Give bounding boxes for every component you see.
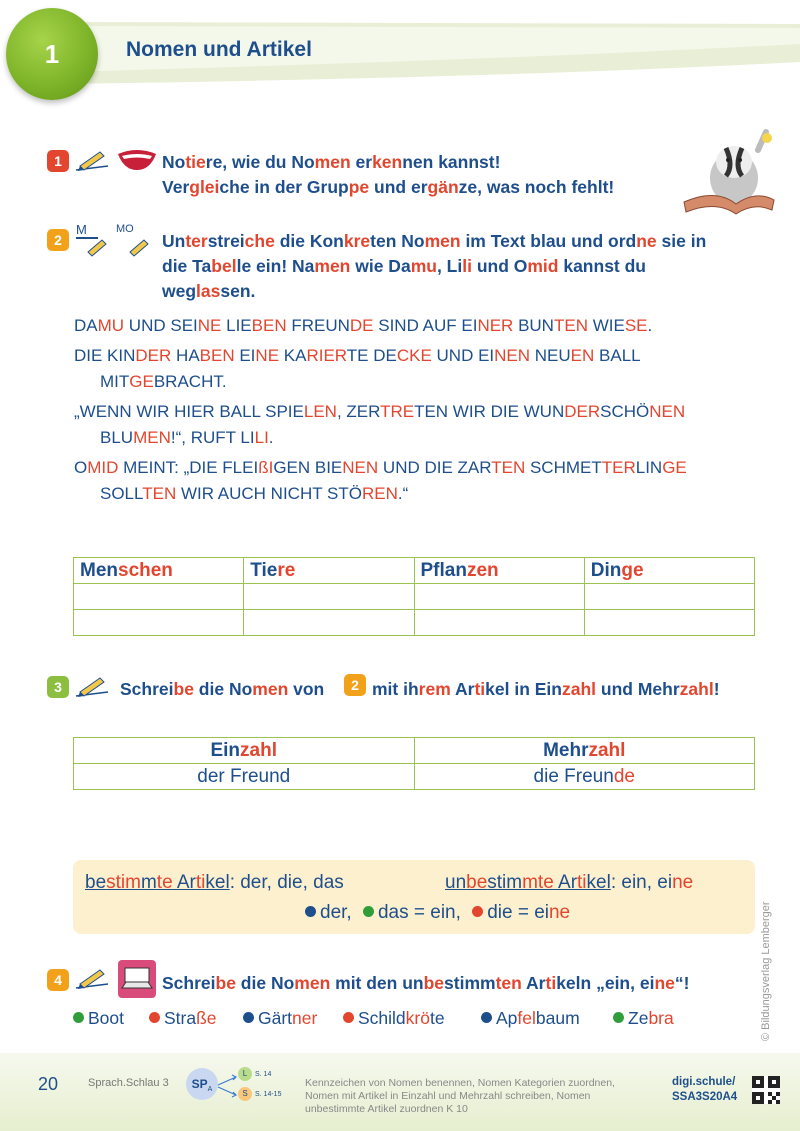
text-segment: Schrei xyxy=(120,679,174,699)
pencil-write-icon xyxy=(74,966,112,992)
article-rule xyxy=(305,902,570,924)
text-segment: m xyxy=(140,872,157,893)
category-header-pflanzen xyxy=(414,558,584,584)
text-segment: GE xyxy=(662,458,687,477)
text-segment: , ZER xyxy=(336,402,381,421)
text-segment: Tie xyxy=(250,559,278,581)
text-segment: Ze xyxy=(628,1008,649,1028)
list-item xyxy=(149,1008,217,1029)
text-segment: BRACHT. xyxy=(153,372,227,391)
rule-das: das = ein, xyxy=(377,902,461,923)
task-4-number: 4 xyxy=(47,969,69,991)
task-3-reference-badge: 2 xyxy=(344,674,366,696)
table-row xyxy=(74,584,755,610)
text-segment: die Freun xyxy=(533,765,614,787)
text-segment: weg xyxy=(162,281,197,301)
text-segment: re, wie du No xyxy=(205,152,315,172)
text-segment: WIR AUCH NICHT STÖ xyxy=(176,484,362,503)
text-segment: nen kannst! xyxy=(402,152,501,172)
table-row xyxy=(74,764,755,790)
text-segment: und er xyxy=(369,177,428,197)
header-einzahl xyxy=(74,738,415,764)
text-segment: re xyxy=(277,559,296,581)
text-segment: Ar xyxy=(450,679,475,699)
text-segment: men xyxy=(314,152,351,172)
text-segment: Gärt xyxy=(258,1008,293,1028)
task-1-instruction-line-1 xyxy=(162,150,500,174)
text-segment: DER xyxy=(135,346,172,365)
text-segment: kel in Ein xyxy=(485,679,562,699)
chapter-number: 1 xyxy=(44,38,60,69)
text-segment: BUN xyxy=(513,316,554,335)
text-segment: die No xyxy=(193,679,253,699)
text-segment: die No xyxy=(235,973,295,993)
text-segment: Un xyxy=(162,231,186,251)
text-segment: Ein xyxy=(210,739,241,761)
text-segment: TRE xyxy=(380,402,415,421)
category-header-dinge xyxy=(584,558,754,584)
text-segment: Din xyxy=(590,559,622,581)
text-segment: ne xyxy=(636,231,657,251)
s-badge: S xyxy=(238,1087,252,1101)
text-segment: ßI xyxy=(258,458,274,477)
text-segment: MEINT: „DIE FLEI xyxy=(118,458,259,477)
text-segment: BEN xyxy=(199,346,235,365)
text-segment: von xyxy=(288,679,325,699)
text-segment: NEN xyxy=(494,346,531,365)
definite-articles xyxy=(85,872,344,894)
text-segment: im Text blau und ord xyxy=(460,231,637,251)
word-text xyxy=(88,1008,124,1028)
qr-code-icon[interactable] xyxy=(752,1076,780,1104)
text-segment: de xyxy=(613,765,635,787)
story-line xyxy=(74,399,774,425)
text-segment: tie xyxy=(185,152,206,172)
text-segment: MU xyxy=(97,316,125,335)
text-segment: DA xyxy=(74,316,98,335)
text-segment: pe xyxy=(348,177,370,197)
underline-marker-icon xyxy=(72,218,158,258)
answer-cell[interactable] xyxy=(74,610,244,636)
text-segment: der Freund xyxy=(197,765,291,787)
footer xyxy=(0,1053,800,1131)
text-segment: ze, was noch fehlt! xyxy=(458,177,615,197)
text-segment: DIE KIN xyxy=(74,346,136,365)
blue-dot-icon xyxy=(243,1012,254,1023)
singular-plural-table xyxy=(73,737,755,790)
text-segment: . xyxy=(268,428,274,447)
category-header-row xyxy=(74,558,755,584)
text-segment: NEN xyxy=(649,402,686,421)
text-segment: zahl xyxy=(561,679,597,699)
story-line xyxy=(74,481,774,507)
text-segment: le ein! Na xyxy=(236,256,315,276)
green-dot-icon xyxy=(363,906,374,917)
task-1-text-2 xyxy=(162,177,614,197)
sp-badge-text: SP xyxy=(191,1077,208,1091)
text-segment: keln „ein, ei xyxy=(556,973,655,993)
pencil-write-icon xyxy=(74,148,112,174)
text-segment: SCHMET xyxy=(525,458,602,477)
text-segment: BALL xyxy=(594,346,641,365)
l-page: S. 14 xyxy=(255,1071,272,1078)
text-segment: ne xyxy=(548,902,571,923)
text-segment: te xyxy=(429,1008,445,1028)
text-segment: zahl xyxy=(679,679,714,699)
task-3-text-1 xyxy=(120,679,324,699)
copyright-notice: © Bildungsverlag Lemberger xyxy=(760,901,772,1041)
text-segment: ße xyxy=(196,1008,217,1028)
rule-die xyxy=(487,902,570,923)
text-segment: Mehr xyxy=(543,739,589,761)
text-segment: : der, die, das xyxy=(229,872,344,893)
green-dot-icon xyxy=(613,1012,624,1023)
text-segment: NER xyxy=(477,316,514,335)
text-segment: die Kon xyxy=(274,231,344,251)
text-segment: strei xyxy=(207,231,245,251)
task-3-text-2 xyxy=(372,679,720,699)
text-segment: LIE xyxy=(221,316,252,335)
text-segment: NEU xyxy=(530,346,571,365)
green-dot-icon xyxy=(73,1012,84,1023)
text-segment: bel xyxy=(211,256,237,276)
text-segment: “! xyxy=(674,973,690,993)
task-2-text-1 xyxy=(162,231,706,251)
text-segment: : ein, ei xyxy=(610,872,673,893)
text-segment: UND DIE ZAR xyxy=(378,458,492,477)
example-plural xyxy=(414,764,755,790)
text-segment: un xyxy=(445,872,467,893)
text-segment: men xyxy=(424,231,461,251)
chapter-badge xyxy=(6,8,98,100)
blue-dot-icon xyxy=(481,1012,492,1023)
text-segment: HA xyxy=(171,346,200,365)
text-segment: men xyxy=(314,256,351,276)
text-segment: O xyxy=(74,458,88,477)
category-header-tiere xyxy=(244,558,414,584)
text-segment: DER xyxy=(564,402,601,421)
text-segment: be xyxy=(85,872,107,893)
text-segment: te xyxy=(156,872,173,893)
word-text xyxy=(164,1008,217,1028)
story-line xyxy=(74,313,774,339)
text-segment: BLU xyxy=(100,428,134,447)
text-segment: NEN xyxy=(342,458,379,477)
digi-url-line-2[interactable]: SSA3S20A4 xyxy=(672,1091,738,1103)
example-singular xyxy=(74,764,415,790)
answer-cell[interactable] xyxy=(74,584,244,610)
text-segment: ner xyxy=(292,1008,318,1028)
sp-badge-sub: A xyxy=(207,1085,213,1093)
text-segment: kel xyxy=(586,872,611,893)
task-4-instruction xyxy=(162,971,689,995)
task-2-instruction-line-1 xyxy=(162,229,706,253)
table-row xyxy=(74,610,755,636)
text-segment: MID xyxy=(87,458,119,477)
text-segment: li xyxy=(462,256,472,276)
text-segment: ne xyxy=(672,872,694,893)
text-segment: che in der Grup xyxy=(219,177,349,197)
text-segment: gän xyxy=(427,177,459,197)
text-segment: NE xyxy=(197,316,222,335)
list-item xyxy=(343,1008,445,1029)
definite-list xyxy=(230,872,344,893)
text-segment: REN xyxy=(361,484,398,503)
mouth-speak-icon xyxy=(116,148,158,172)
text-segment: No xyxy=(162,152,186,172)
text-segment: men xyxy=(252,679,289,699)
text-segment: che xyxy=(244,231,275,251)
text-segment: SE xyxy=(624,316,648,335)
text-segment: Pflan xyxy=(420,559,467,581)
text-segment: GE xyxy=(129,372,154,391)
text-segment: UND SEI xyxy=(124,316,198,335)
article-info-box xyxy=(73,860,755,934)
text-segment: BEN xyxy=(251,316,287,335)
text-segment: fel xyxy=(517,1008,536,1028)
answer-cell[interactable] xyxy=(584,610,754,636)
text-segment: ten No xyxy=(370,231,425,251)
header-mehrzahl xyxy=(414,738,755,764)
text-segment: men xyxy=(294,973,331,993)
task-4-text xyxy=(162,973,689,993)
reference-arrows-icon xyxy=(216,1071,240,1101)
text-segment: und Mehr xyxy=(596,679,680,699)
text-segment: ne xyxy=(654,973,675,993)
text-segment: stim xyxy=(106,872,141,893)
text-segment: RIER xyxy=(306,346,347,365)
rule-der: der, xyxy=(320,902,352,923)
text-segment: EI xyxy=(234,346,256,365)
digi-url-line-1[interactable]: digi.schule/ xyxy=(672,1076,736,1088)
sp-badge xyxy=(186,1068,218,1100)
answer-cell[interactable] xyxy=(244,584,414,610)
text-segment: , Li xyxy=(436,256,463,276)
text-segment: .“ xyxy=(397,484,409,503)
text-segment: TER xyxy=(601,458,636,477)
text-segment: NE xyxy=(255,346,280,365)
task-2-instruction-line-3 xyxy=(162,279,255,303)
s-page: S. 14-15 xyxy=(255,1091,282,1098)
text-segment: Ver xyxy=(162,177,190,197)
word-text xyxy=(258,1008,317,1028)
category-header-menschen xyxy=(74,558,244,584)
text-segment: stim xyxy=(487,872,523,893)
word-text xyxy=(496,1008,580,1028)
story-line xyxy=(74,343,774,369)
text-segment: be xyxy=(466,872,488,893)
text-segment: ti xyxy=(577,872,587,893)
svg-text:MO: MO xyxy=(116,223,134,235)
text-segment: ti xyxy=(474,679,486,699)
text-segment: stimm xyxy=(444,973,496,993)
text-segment: Stra xyxy=(164,1008,197,1028)
text-segment: DE xyxy=(349,316,374,335)
task-2-text-3 xyxy=(162,281,255,301)
text-segment: Schrei xyxy=(162,973,216,993)
text-segment: wie Da xyxy=(350,256,411,276)
answer-cell[interactable] xyxy=(414,610,584,636)
text-segment: ken xyxy=(372,152,403,172)
text-segment: MIT xyxy=(100,372,130,391)
l-badge: L xyxy=(238,1067,252,1081)
text-segment: UND EI xyxy=(431,346,495,365)
header-band xyxy=(0,0,800,110)
text-segment: er xyxy=(350,152,373,172)
svg-text:M: M xyxy=(76,222,87,237)
text-segment: und O xyxy=(471,256,528,276)
story-line xyxy=(74,369,774,395)
text-segment: . xyxy=(647,316,653,335)
text-segment: bra xyxy=(648,1008,674,1028)
story-text xyxy=(74,313,774,507)
word-text xyxy=(628,1008,674,1028)
text-segment: mit den un xyxy=(330,973,424,993)
answer-cell[interactable] xyxy=(584,584,754,610)
text-segment: KA xyxy=(279,346,307,365)
text-segment: TEN WIR DIE WUN xyxy=(414,402,565,421)
text-segment: SIND AUF EI xyxy=(373,316,478,335)
task-1-number: 1 xyxy=(47,150,69,172)
footer-description: Kennzeichen von Nomen benennen, Nomen Kategorien zuordnen, Nomen mit Artikel in Einzahl und Mehrzahl schreiben, Nomen unbestimmte Artikel zuordnen K 10 xyxy=(305,1077,615,1115)
story-line xyxy=(74,425,774,451)
text-segment: mte xyxy=(522,872,554,893)
text-segment: ge xyxy=(621,559,644,581)
badger-mascot-icon xyxy=(676,126,778,222)
blue-dot-icon xyxy=(305,906,316,917)
text-segment: FREUN xyxy=(286,316,350,335)
text-segment: Ar xyxy=(521,973,546,993)
text-segment: las xyxy=(196,281,221,301)
text-segment: kel xyxy=(205,872,230,893)
story-line xyxy=(74,455,774,481)
text-segment: mid xyxy=(527,256,559,276)
text-segment: !“, RUFT LI xyxy=(170,428,255,447)
list-item xyxy=(73,1008,124,1029)
text-segment: Schild xyxy=(358,1008,406,1028)
text-segment: TEN xyxy=(142,484,177,503)
chapter-title: Nomen und Artikel xyxy=(126,38,312,61)
indefinite-articles xyxy=(445,872,693,894)
text-segment: zahl xyxy=(588,739,626,761)
task-1-instruction-line-2 xyxy=(162,175,614,199)
text-segment: LEN xyxy=(303,402,337,421)
text-segment: GEN BIE xyxy=(273,458,343,477)
text-segment: schen xyxy=(118,559,173,581)
text-segment: die Ta xyxy=(162,256,212,276)
task-2-text-2 xyxy=(162,256,646,276)
red-dot-icon xyxy=(343,1012,354,1023)
text-segment: TE DE xyxy=(346,346,397,365)
text-segment: TEN xyxy=(553,316,588,335)
text-segment: kre xyxy=(343,231,371,251)
text-segment: TEN xyxy=(491,458,526,477)
text-segment: sen. xyxy=(220,281,256,301)
text-segment: Ar xyxy=(553,872,578,893)
text-segment: EN xyxy=(570,346,595,365)
text-segment: LI xyxy=(254,428,269,447)
text-segment: be xyxy=(215,973,236,993)
text-segment: Ap xyxy=(496,1008,518,1028)
text-segment: mit ih xyxy=(372,679,419,699)
text-segment: ti xyxy=(195,872,206,893)
text-segment: zen xyxy=(466,559,499,581)
task-2-number: 2 xyxy=(47,229,69,251)
text-segment: be xyxy=(423,973,445,993)
text-segment: MEN xyxy=(133,428,171,447)
text-segment: ti xyxy=(545,973,557,993)
task-3-instruction-part-2 xyxy=(372,677,720,701)
text-segment: Boot xyxy=(88,1008,124,1028)
text-segment: die = ei xyxy=(487,902,549,923)
red-dot-icon xyxy=(149,1012,160,1023)
text-segment: CKE xyxy=(396,346,432,365)
list-item xyxy=(243,1008,317,1029)
text-segment: baum xyxy=(535,1008,580,1028)
text-segment: sie in xyxy=(656,231,707,251)
task-3-number: 3 xyxy=(47,676,69,698)
indefinite-label xyxy=(445,872,611,893)
text-segment: ! xyxy=(713,679,720,699)
text-segment: glei xyxy=(189,177,220,197)
red-dot-icon xyxy=(472,906,483,917)
answer-cell[interactable] xyxy=(244,610,414,636)
text-segment: krö xyxy=(405,1008,430,1028)
pencil-write-icon xyxy=(74,674,112,700)
number-header-row xyxy=(74,738,755,764)
task-3-instruction-part-1 xyxy=(120,677,324,701)
category-table xyxy=(73,557,755,636)
laptop-icon xyxy=(118,960,156,998)
text-segment: LIN xyxy=(635,458,663,477)
text-segment: „WENN WIR HIER BALL SPIE xyxy=(74,402,304,421)
task-2-instruction-line-2 xyxy=(162,254,646,278)
task-1-text-1 xyxy=(162,152,500,172)
text-segment: SCHÖ xyxy=(600,402,650,421)
text-segment: ter xyxy=(185,231,208,251)
text-segment: WIE xyxy=(587,316,625,335)
text-segment: Ar xyxy=(172,872,196,893)
text-segment: mu xyxy=(410,256,437,276)
definite-label xyxy=(85,872,230,893)
indefinite-list xyxy=(611,872,693,893)
text-segment: ten xyxy=(495,973,522,993)
list-item xyxy=(613,1008,674,1029)
page-number: 20 xyxy=(38,1074,59,1094)
text-segment: kannst du xyxy=(558,256,646,276)
text-segment: zahl xyxy=(240,739,277,761)
text-segment: Men xyxy=(80,559,118,581)
list-item xyxy=(481,1008,580,1029)
word-text xyxy=(358,1008,445,1028)
text-segment: SOLL xyxy=(100,484,143,503)
answer-cell[interactable] xyxy=(414,584,584,610)
book-title: Sprach.Schlau 3 xyxy=(88,1077,169,1089)
text-segment: rem xyxy=(418,679,451,699)
text-segment: be xyxy=(173,679,194,699)
